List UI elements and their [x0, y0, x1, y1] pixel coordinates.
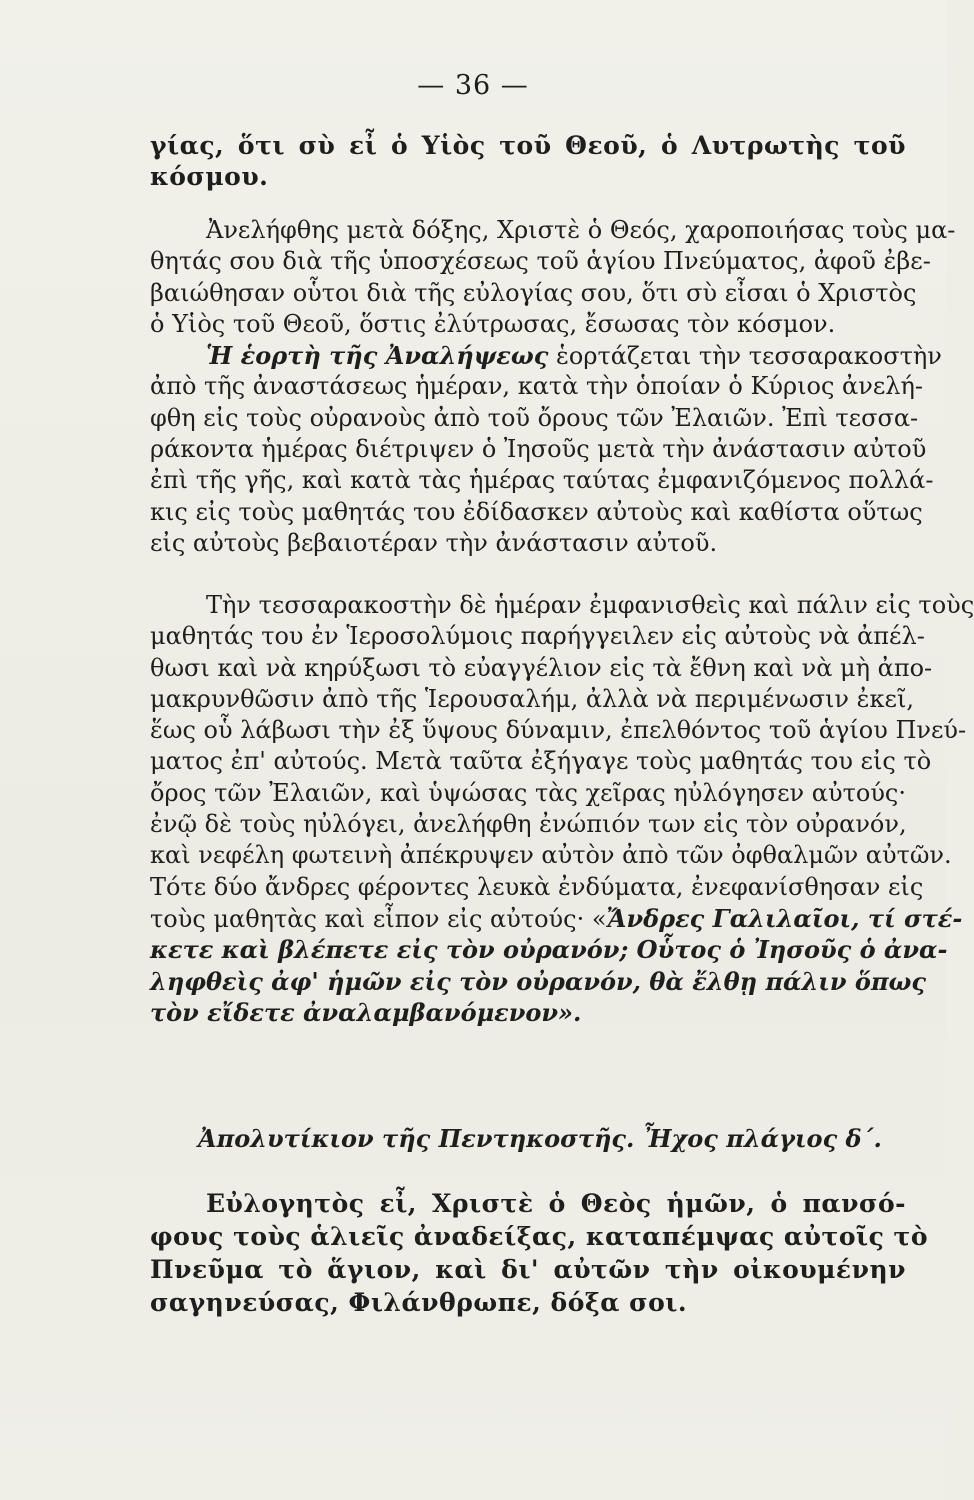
hymn-line: σαγηνεύσας, Φιλάνθρωπε, δόξα σοι. — [150, 1288, 688, 1317]
text-line: κόσμου. — [150, 162, 269, 192]
angel-quote-line: ληφθεὶς ἀφ' ἡμῶν εἰς τὸν οὐρανόν, θὰ ἔλθῃ πάλιν ὅπως — [150, 966, 926, 996]
text-line: θωσι καὶ νὰ κηρύξωσι τὸ εὐαγγέλιον εἰς τὰ ἔθνη καὶ νὰ μὴ ἀπο- — [150, 653, 933, 682]
angel-quote-start: Ἄνδρες Γαλιλαῖοι, τί στέ- — [606, 903, 963, 933]
text-line: Τότε δύο ἄνδρες φέροντες λευκὰ ἐνδύματα, ἐνεφανίσθησαν εἰς — [150, 872, 924, 901]
hymn-block — [150, 1187, 929, 1319]
paragraph-ascension — [150, 215, 956, 559]
hymn-line: Πνεῦμα τὸ ἅγιον, καὶ δι' αὐτῶν τὴν οἰκουμένην — [150, 1255, 906, 1284]
hymn-line: φους τοὺς ἁλιεῖς ἀναδείξας, καταπέμψας αὐτοῖς τὸ — [150, 1222, 929, 1251]
text-line: βαιώθησαν οὗτοι διὰ τῆς εὐλογίας σου, ὅτι σὺ εἶσαι ὁ Χριστὸς — [150, 278, 917, 307]
text-line: ράκοντα ἡμέρας διέτριψεν ὁ Ἰησοῦς μετὰ τὴν ἀνάστασιν αὐτοῦ — [150, 435, 927, 464]
text-line: μαθητάς του ἐν Ἱεροσολύμοις παρήγγειλεν εἰς αὐτοὺς νὰ ἀπέλ- — [150, 622, 925, 651]
hymn-line: Εὐλογητὸς εἶ, Χριστὲ ὁ Θεὸς ἡμῶν, ὁ πανσό- — [206, 1189, 906, 1218]
text-line: φθη εἰς τοὺς οὐρανοὺς ἀπὸ τοῦ ὄρους τῶν Ἐλαιῶν. Ἐπὶ τεσσα- — [150, 403, 919, 432]
apolytikion-heading: Ἀπολυτίκιον τῆς Πεντηκοστῆς. Ἦχος πλάγιος δ΄. — [198, 1124, 882, 1153]
feast-rest: ἑορτάζεται τὴν τεσσαρακοστὴν — [548, 342, 942, 371]
text-line: κις εἰς τοὺς μαθητάς του ἐδίδασκεν αὐτοὺς καὶ καθίστα οὕτως — [150, 497, 923, 526]
feast-line — [150, 340, 942, 371]
text-line: ματος ἐπ' αὐτούς. Μετὰ ταῦτα ἐξήγαγε τοὺς μαθητάς του εἰς τὸ — [150, 747, 932, 776]
text-line: θητάς σου διὰ τῆς ὑποσχέσεως τοῦ ἁγίου Πνεύματος, ἀφοῦ ἐβε- — [150, 247, 931, 276]
quote-intro: τοὺς μαθητὰς καὶ εἶπον εἰς αὐτούς· « — [150, 904, 607, 933]
text-line: ἐνῷ δὲ τοὺς ηὐλόγει, ἀνελήφθη ἐνώπιόν των εἰς τὸν οὐρανόν, — [150, 810, 907, 839]
text-line: Ἀνελήφθης μετὰ δόξης, Χριστὲ ὁ Θεός, χαροποιήσας τοὺς μα- — [206, 216, 956, 244]
text-line: ἕως οὗ λάβωσι τὴν ἐξ ὕψους δύναμιν, ἐπελθόντος τοῦ ἁγίου Πνεύ- — [150, 716, 967, 745]
text-line: Τὴν τεσσαρακοστὴν δὲ ἡμέραν ἐμφανισθεὶς καὶ πάλιν εἰς τοὺς — [206, 591, 974, 619]
page-number: — 36 — — [417, 70, 529, 101]
text-line: μακρυνθῶσιν ἀπὸ τῆς Ἱερουσαλήμ, ἀλλὰ νὰ περιμένωσιν ἐκεῖ, — [150, 684, 914, 713]
text-line: καὶ νεφέλη φωτεινὴ ἀπέκρυψεν αὐτὸν ἀπὸ τῶν ὀφθαλμῶν αὐτῶν. — [150, 841, 952, 870]
text-line: ὁ Υἱὸς τοῦ Θεοῦ, ὅστις ἐλύτρωσας, ἔσωσας τὸν κόσμον. — [150, 309, 836, 338]
opening-lines — [150, 130, 906, 193]
angel-quote-line: τὸν εἴδετε ἀναλαμβανόμενον». — [150, 997, 582, 1027]
feast-title: Ἡ ἑορτὴ τῆς Ἀναλήψεως — [206, 341, 549, 371]
angel-quote-line: κετε καὶ βλέπετε εἰς τὸν οὐρανόν; Οὗτος ὁ Ἰησοῦς ὁ ἀνα- — [150, 935, 948, 965]
quote-intro-line — [150, 903, 963, 934]
text-line: εἰς αὐτοὺς βεβαιοτέραν τὴν ἀνάστασιν αὐτοῦ. — [150, 528, 718, 557]
paragraph-fortieth-day — [150, 590, 974, 1028]
text-line: ἐπὶ τῆς γῆς, καὶ κατὰ τὰς ἡμέρας ταύτας ἐμφανιζόμενος πολλά- — [150, 466, 934, 495]
text-line: γίας, ὅτι σὺ εἶ ὁ Υἱὸς τοῦ Θεοῦ, ὁ Λυτρωτὴς τοῦ — [150, 131, 906, 160]
text-line: ἀπὸ τῆς ἀναστάσεως ἡμέραν, κατὰ τὴν ὁποίαν ὁ Κύριος ἀνελή- — [150, 372, 923, 401]
text-line: ὄρος τῶν Ἐλαιῶν, καὶ ὑψώσας τὰς χεῖρας ηὐλόγησεν αὐτούς· — [150, 778, 906, 807]
apolytikion-heading-block — [150, 1123, 906, 1154]
